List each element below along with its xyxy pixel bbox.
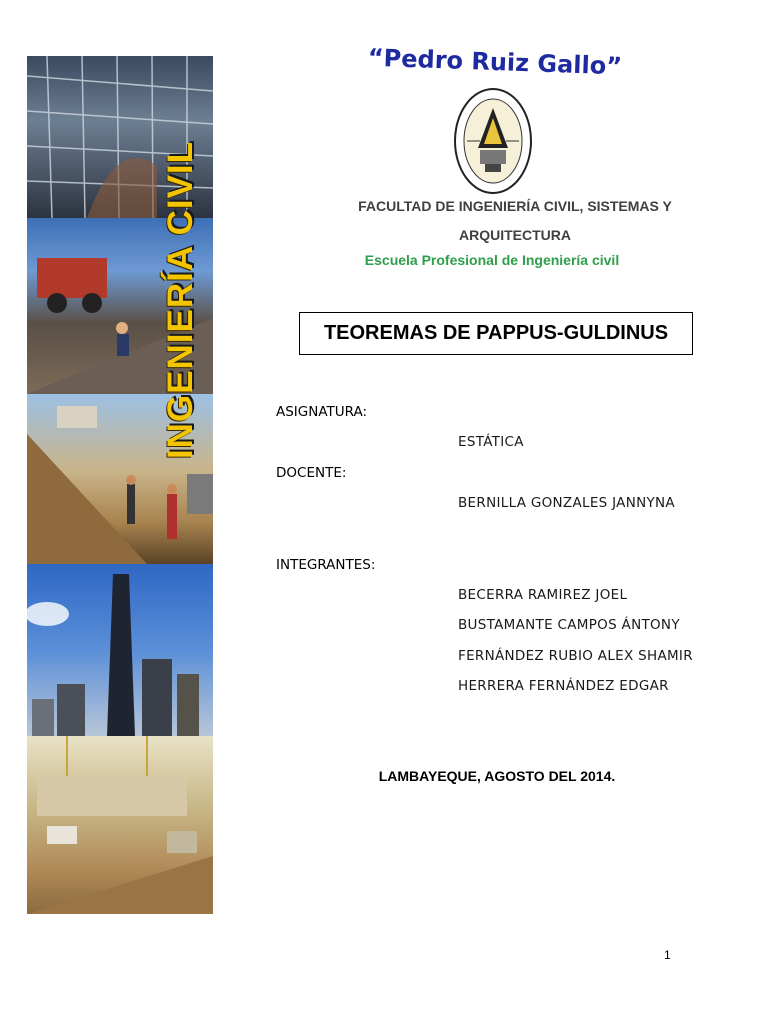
members-label: INTEGRANTES: — [276, 557, 376, 573]
page-number: 1 — [664, 948, 671, 962]
school-name: Escuela Profesional de Ingeniería civil — [364, 252, 620, 268]
document-title: TEOREMAS DE PAPPUS-GULDINUS — [299, 312, 693, 355]
member-item: BECERRA RAMIREZ JOEL — [458, 587, 628, 603]
faculty-name: FACULTAD DE INGENIERÍA CIVIL, SISTEMAS Y ARQUITECTURA — [358, 198, 672, 243]
place-and-date: LAMBAYEQUE, AGOSTO DEL 2014. — [378, 768, 616, 784]
member-item: HERRERA FERNÁNDEZ EDGAR — [458, 678, 669, 694]
subject-label: ASIGNATURA: — [276, 404, 368, 420]
university-seal-logo — [452, 86, 534, 196]
member-item: BUSTAMANTE CAMPOS ÁNTONY — [458, 617, 680, 633]
side-photo-strip — [27, 56, 213, 914]
photo-skyscrapers — [27, 564, 213, 736]
teacher-label: DOCENTE: — [276, 465, 347, 481]
photo-construction-site — [27, 736, 213, 914]
member-item: FERNÁNDEZ RUBIO ALEX SHAMIR — [458, 648, 693, 664]
vertical-banner-text: INGENIERÍA CIVIL — [161, 140, 201, 460]
teacher-value: BERNILLA GONZALES JANNYNA — [458, 495, 675, 511]
university-name: “Pedro Ruiz Gallo” — [367, 43, 623, 81]
subject-value: ESTÁTICA — [458, 434, 524, 450]
